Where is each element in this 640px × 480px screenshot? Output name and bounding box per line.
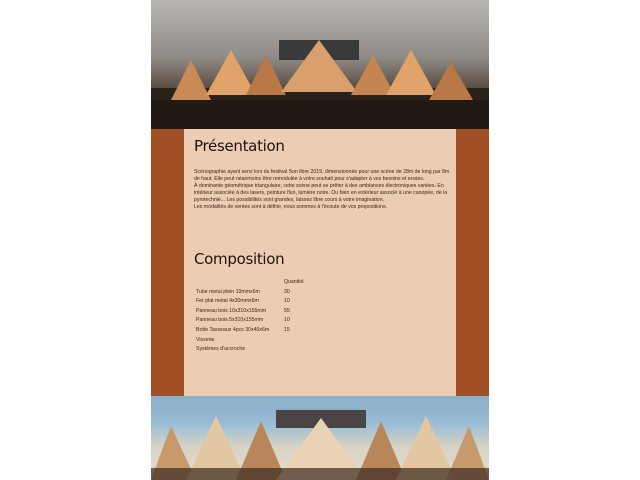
item-name: Tube metal plein 10mmx6m	[196, 288, 260, 295]
item-qty: 10	[284, 317, 290, 324]
table-row	[196, 345, 324, 355]
table-row	[196, 316, 324, 326]
table-row	[196, 288, 324, 298]
paragraph: Scénographie ayant servi lors du festival Son libre 2019, dimensionnée pour une scène de 28m de long par 8m de haut. Elle peut néanmoins être remodulée à votre souhait pour s'adapter à vos besoins et envies.	[194, 169, 450, 182]
stage-photo-top	[151, 0, 489, 129]
item-qty: 55	[284, 307, 290, 314]
item-name: Systèmes d'accroche	[196, 346, 246, 353]
table-row	[196, 336, 324, 346]
item-qty: 30	[284, 288, 290, 295]
item-qty	[284, 345, 324, 355]
item-qty: 15	[284, 326, 290, 333]
presentation-heading: Présentation	[194, 137, 285, 155]
paragraph: À dominante géométrique triangulaire, cette scène peut se prêter à des ambiances électroniques variées. En intérieur associée à des lasers, peinture fluo, lumière noire. Ou bien en extérieur associé à une canopée, de la pyrotechnie... Les possibilités sont grandes, laissez libre cours à votre imagination.	[194, 182, 448, 203]
item-name: Panneau bois 5x310x155mm	[196, 317, 264, 324]
quantity-header: Quantité	[284, 279, 304, 285]
table-row	[196, 326, 324, 336]
table-header-row	[196, 278, 324, 288]
item-name: Visserie	[196, 336, 215, 343]
table-row	[196, 307, 324, 317]
table-row	[196, 297, 324, 307]
composition-table	[196, 278, 324, 355]
content-card	[184, 129, 456, 396]
document-page	[151, 0, 489, 480]
item-name: Botte Tasseaux 4pcs 30x40x6m	[196, 326, 270, 333]
item-qty	[284, 336, 324, 346]
item-name: Fer plat metal 4x30mmx6m	[196, 298, 259, 305]
paragraph: Les modalités de ventes sont à définir, nous sommes à l'écoute de vos propositions.	[194, 203, 388, 210]
item-name: Panneau bois 10x310x155mm	[196, 307, 267, 314]
item-qty: 10	[284, 298, 290, 305]
composition-heading: Composition	[194, 250, 285, 268]
stage-photo-bottom	[151, 396, 489, 480]
presentation-text	[194, 169, 452, 210]
